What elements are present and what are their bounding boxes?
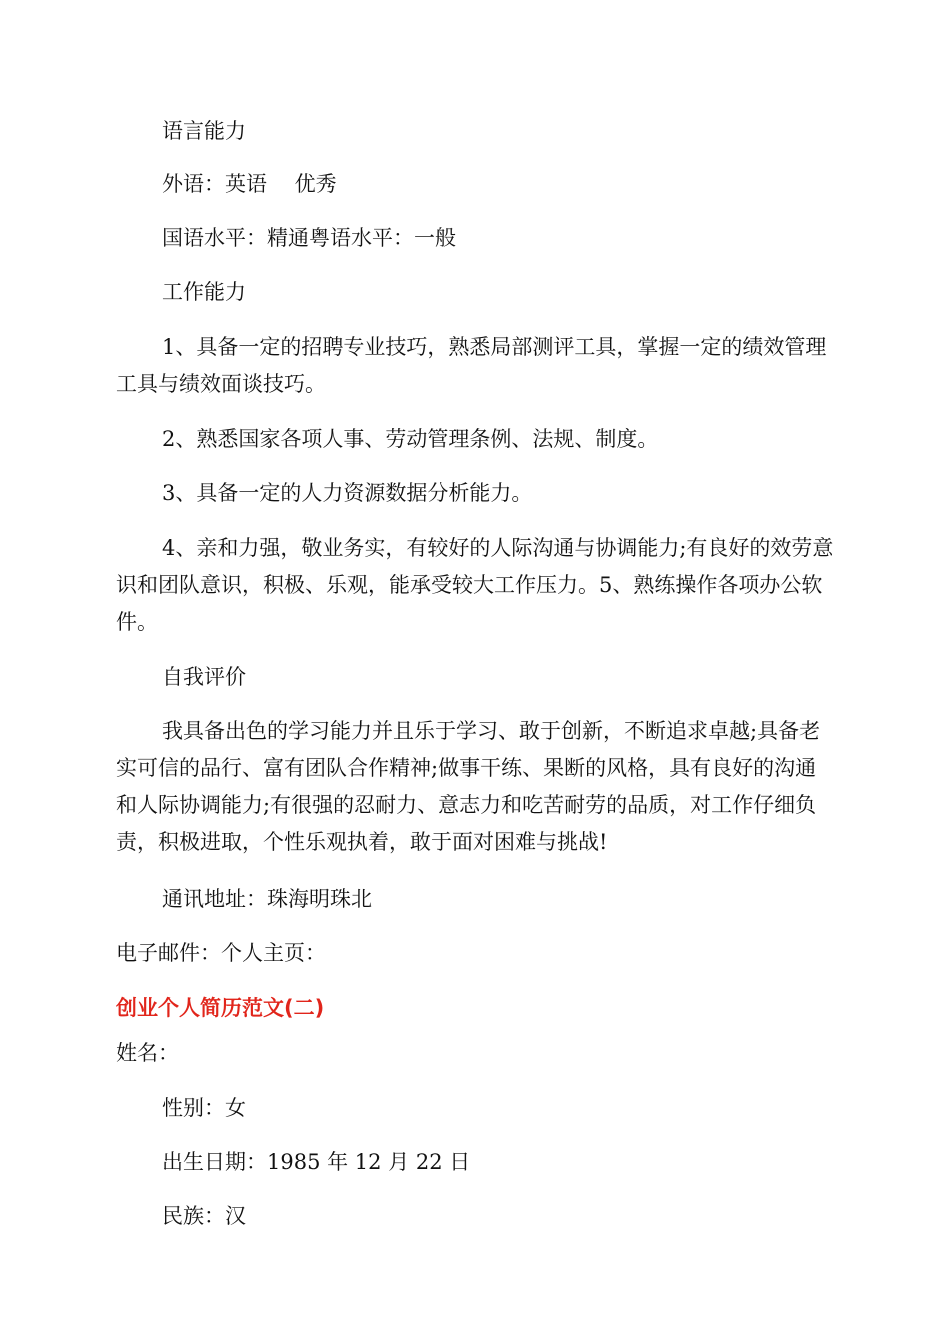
work-ability-heading: 工作能力 [162,280,246,304]
dialect-level-line: 国语水平：精通粤语水平：一般 [162,226,456,250]
work-item-1: 1、具备一定的招聘专业技巧，熟悉局部测评工具，掌握一定的绩效管理工具与绩效面谈技巧。 [116,335,827,396]
birthdate-line: 出生日期：1985 年 12 月 22 日 [162,1150,471,1174]
section-2-title: 创业个人简历范文(二) [116,996,325,1020]
email-line: 电子邮件：个人主页： [116,941,326,965]
ethnicity-line: 民族：汉 [162,1204,246,1228]
work-item-4: 4、亲和力强，敬业务实，有较好的人际沟通与协调能力;有良好的效劳意识和团队意识，积极、乐观，能承受较大工作压力。5、熟练操作各项办公软件。 [116,536,834,634]
self-evaluation-heading: 自我评价 [162,665,246,689]
language-ability-heading: 语言能力 [162,119,246,143]
address-line: 通讯地址：珠海明珠北 [162,887,372,911]
work-item-2: 2、熟悉国家各项人事、劳动管理条例、法规、制度。 [162,427,659,451]
foreign-language-line: 外语：英语 优秀 [162,172,337,196]
gender-line: 性别：女 [162,1096,246,1120]
name-line: 姓名： [116,1041,179,1065]
work-item-3: 3、具备一定的人力资源数据分析能力。 [162,481,533,505]
self-evaluation-text: 我具备出色的学习能力并且乐于学习、敢于创新，不断追求卓越;具备老实可信的品行、富有团队合作精神;做事干练、果断的风格，具有良好的沟通和人际协调能力;有很强的忍耐力、意志力和吃苦耐劳的品质，对工作仔细负责，积极进取，个性乐观执着，敢于面对困难与挑战! [116,719,821,854]
